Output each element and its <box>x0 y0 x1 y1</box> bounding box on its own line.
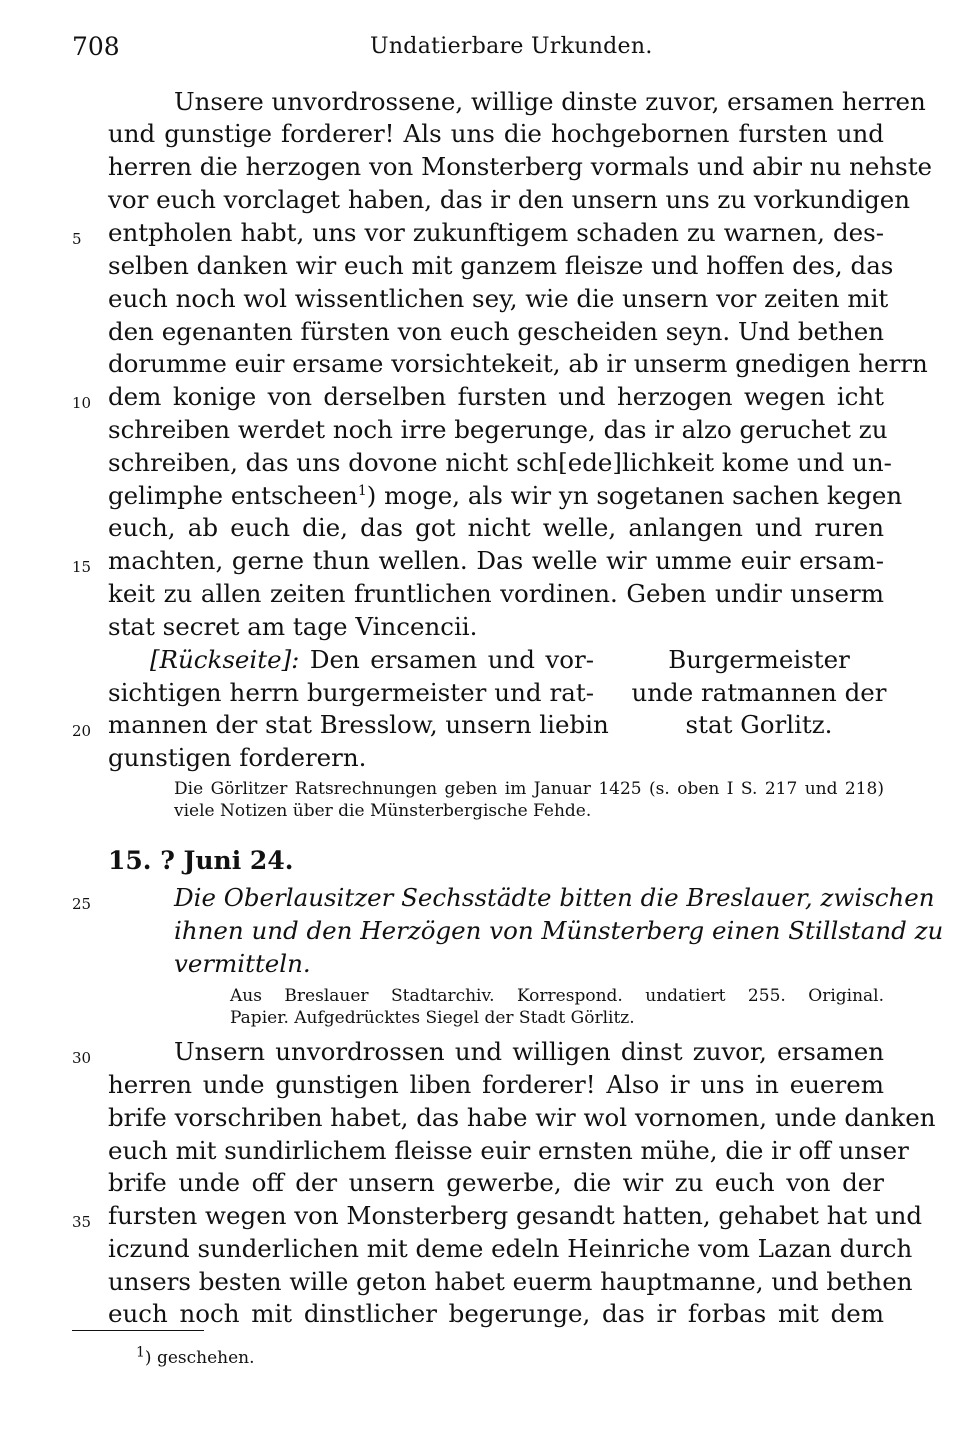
text-line: keit zu allen zeiten fruntlichen vordinen. Geben undir unserm <box>108 579 884 608</box>
summary-line: Die Oberlausitzer Sechsstädte bitten die Breslauer, zwischen <box>174 883 935 912</box>
text-line: fursten wegen von Monsterberg gesandt hatten, gehabet hat und <box>108 1201 923 1230</box>
text-line: herren die herzogen von Monsterberg vormals und abir nu nehste <box>108 152 933 181</box>
text-line: selben danken wir euch mit ganzem fleisze und hoffen des, das <box>108 251 894 280</box>
line-number: 10 <box>72 394 92 412</box>
line-number: 25 <box>72 895 92 913</box>
text-line: dorumme euir ersame vorsichtekeit, ab ir unserm gnedigen herrn <box>108 349 928 378</box>
address-line: sichtigen herrn burgermeister und rat- <box>108 678 594 707</box>
editorial-note: Die Görlitzer Ratsrechnungen geben im Januar 1425 (s. oben I S. 217 und 218) <box>174 779 884 799</box>
line-number: 35 <box>72 1213 92 1231</box>
reverse-side-label: [Rückseite]: <box>150 645 300 674</box>
editorial-note: viele Notizen über die Münsterbergische Fehde. <box>174 801 592 821</box>
text-line: machten, gerne thun wellen. Das welle wir umme euir ersam- <box>108 546 884 575</box>
section-heading: 15. ? Juni 24. <box>108 846 294 875</box>
summary-line: ihnen und den Herzögen von Münsterberg einen Stillstand zu <box>174 916 944 945</box>
line-number: 15 <box>72 558 92 576</box>
footnote-rule <box>72 1330 204 1331</box>
text-line: schreiben, das uns dovone nicht sch[ede]lichkeit kome und un- <box>108 448 892 477</box>
text-line: euch, ab euch die, das got nicht welle, anlangen und ruren <box>108 513 884 542</box>
text-line: euch noch mit dinstlicher begerunge, das ir forbas mit dem <box>108 1299 884 1328</box>
text-line: brife vorschriben habet, das habe wir wol vornomen, unde danken <box>108 1103 936 1132</box>
text-line: stat secret am tage Vincencii. <box>108 612 478 641</box>
line-number: 5 <box>72 230 82 248</box>
text-line: und gunstige forderer! Als uns die hochgebornen fursten und <box>108 119 884 148</box>
text-line: entpholen habt, uns vor zukunftigem schaden zu warnen, des- <box>108 218 884 247</box>
footnote-marker: 1 <box>357 482 367 499</box>
summary-line: vermitteln. <box>174 949 311 978</box>
text-line: den egenanten fürsten von euch gescheiden seyn. Und bethen <box>108 317 884 346</box>
text-line: iczund sunderlichen mit deme edeln Heinriche vom Lazan durch <box>108 1234 913 1263</box>
text-segment: ) moge, als wir yn sogetanen sachen kegen <box>366 481 903 510</box>
text-segment: Den ersamen und vor- <box>299 645 594 674</box>
sender-line: unde ratmannen der <box>631 678 887 707</box>
address-line <box>150 644 594 676</box>
text-line-with-footnote <box>108 480 903 512</box>
text-line: dem konige von derselben fursten und herzogen wegen icht <box>108 382 884 411</box>
text-segment: gelimphe entscheen <box>108 481 358 510</box>
address-line: gunstigen forderern. <box>108 743 367 772</box>
address-line: mannen der stat Bresslow, unsern liebin <box>108 710 609 739</box>
text-line: herren unde gunstigen liben forderer! Also ir uns in euerem <box>108 1070 884 1099</box>
text-line: Unsern unvordrossen und willigen dinst zuvor, ersamen <box>174 1037 884 1066</box>
text-line: euch noch wol wissentlichen sey, wie die unsern vor zeiten mit <box>108 284 889 313</box>
line-number: 20 <box>72 722 92 740</box>
page-number: 708 <box>72 32 120 61</box>
running-title: Undatierbare Urkunden. <box>370 34 653 59</box>
text-line: brife unde off der unsern gewerbe, die wir zu euch von der <box>108 1168 884 1197</box>
source-note: Aus Breslauer Stadtarchiv. Korrespond. undatiert 255. Original. <box>230 986 884 1006</box>
footnote-text: ) geschehen. <box>144 1348 255 1368</box>
sender-line: stat Gorlitz. <box>685 710 833 739</box>
text-line: schreiben werdet noch irre begerunge, das ir alzo geruchet zu <box>108 415 888 444</box>
footnote-marker: 1 <box>136 1344 145 1361</box>
text-line: euch mit sundirlichem fleisse euir ernsten mühe, die ir off unser <box>108 1136 909 1165</box>
text-line: unsers besten wille geton habet euerm hauptmanne, und bethen <box>108 1267 913 1296</box>
footnote <box>136 1344 255 1368</box>
source-note: Papier. Aufgedrücktes Siegel der Stadt Görlitz. <box>230 1008 635 1028</box>
text-line: vor euch vorclaget haben, das ir den unsern uns zu vorkundigen <box>108 185 911 214</box>
sender-line: Burgermeister <box>668 645 850 674</box>
line-number: 30 <box>72 1049 92 1067</box>
text-line: Unsere unvordrossene, willige dinste zuvor, ersamen herren <box>174 87 926 116</box>
